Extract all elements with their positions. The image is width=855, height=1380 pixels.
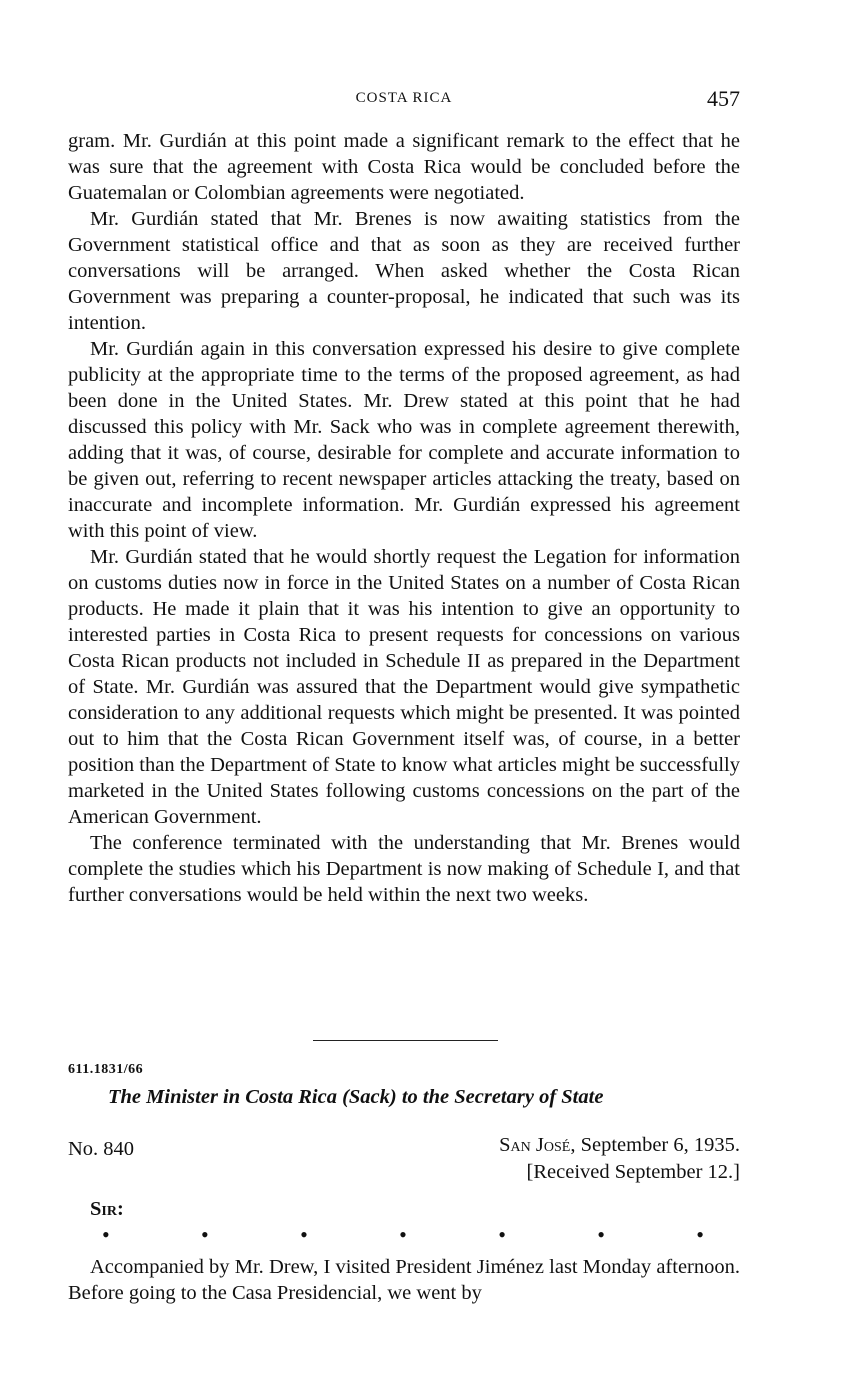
omission-dot: • <box>300 1222 308 1247</box>
paragraph: Mr. Gurdián again in this conversation expressed his desire to give complete publicity at the appropriate time to the terms of the proposed agreement, as had been done in the United States. Mr. Drew stated at this point that he had discussed this policy with Mr. Sack who was in complete agreement therewith, adding that it was, of course, desirable for complete and accurate information to be given out, referring to recent newspaper articles attacking the treaty, based on inaccurate and incomplete information. Mr. Gurdián expressed his agreement with this point of view. <box>68 338 740 542</box>
omission-dot: • <box>102 1222 110 1247</box>
place-date-block <box>499 1132 740 1186</box>
paragraph: Mr. Gurdián stated that Mr. Brenes is now awaiting statistics from the Government statistical office and that as soon as they are received further conversations will be arranged. When asked whether the Costa Rican Government was preparing a counter-proposal, he indicated that such was its intention. <box>68 208 740 334</box>
running-title: COSTA RICA <box>355 90 453 106</box>
letter-body <box>68 1254 740 1306</box>
section-divider <box>313 1040 498 1041</box>
paragraph: The conference terminated with the understanding that Mr. Brenes would complete the studies which his Department is now making of Schedule I, and that further conversations would be held within the next two weeks. <box>68 832 740 906</box>
omission-dot: • <box>201 1222 209 1247</box>
omission-dot: • <box>498 1222 506 1247</box>
body-text <box>68 128 740 908</box>
salutation: Sir: <box>90 1198 124 1220</box>
paragraph: Mr. Gurdián stated that he would shortly request the Legation for information on customs duties now in force in the United States on a number of Costa Rican products. He made it plain that it was his intention to give an opportunity to interested parties in Costa Rica to present requests for concessions on various Costa Rican products not included in Schedule II as prepared in the Department of State. Mr. Gurdián was assured that the Department would give sympathetic consideration to any additional requests which might be presented. It was pointed out to him that the Costa Rican Government itself was, of course, in a better position than the Department of State to know what articles might be successfully marketed in the United States following customs concessions on the part of the American Government. <box>68 546 740 828</box>
omission-dot: • <box>399 1222 407 1247</box>
place-name: San José <box>499 1134 571 1156</box>
omission-dot: • <box>597 1222 605 1247</box>
file-number: 611.1831/66 <box>68 1062 144 1077</box>
document-number: No. 840 <box>68 1138 135 1160</box>
page-header <box>68 86 740 112</box>
dispatch-date: , September 6, 1935. <box>570 1134 740 1156</box>
paragraph: Accompanied by Mr. Drew, I visited President Jiménez last Monday afternoon. Before going to the Casa Presidencial, we went by <box>68 1256 740 1304</box>
omission-marks <box>102 1222 704 1248</box>
paragraph-continued: gram. Mr. Gurdián at this point made a significant remark to the effect that he was sure that the agreement with Costa Rica would be concluded before the Guatemalan or Colombian agreements were negotiated. <box>68 130 740 204</box>
omission-dot: • <box>696 1222 704 1247</box>
document-title: The Minister in Costa Rica (Sack) to the Secretary of State <box>108 1086 604 1108</box>
page-number: 457 <box>707 86 740 111</box>
received-date: [Received September 12.] <box>526 1161 740 1183</box>
